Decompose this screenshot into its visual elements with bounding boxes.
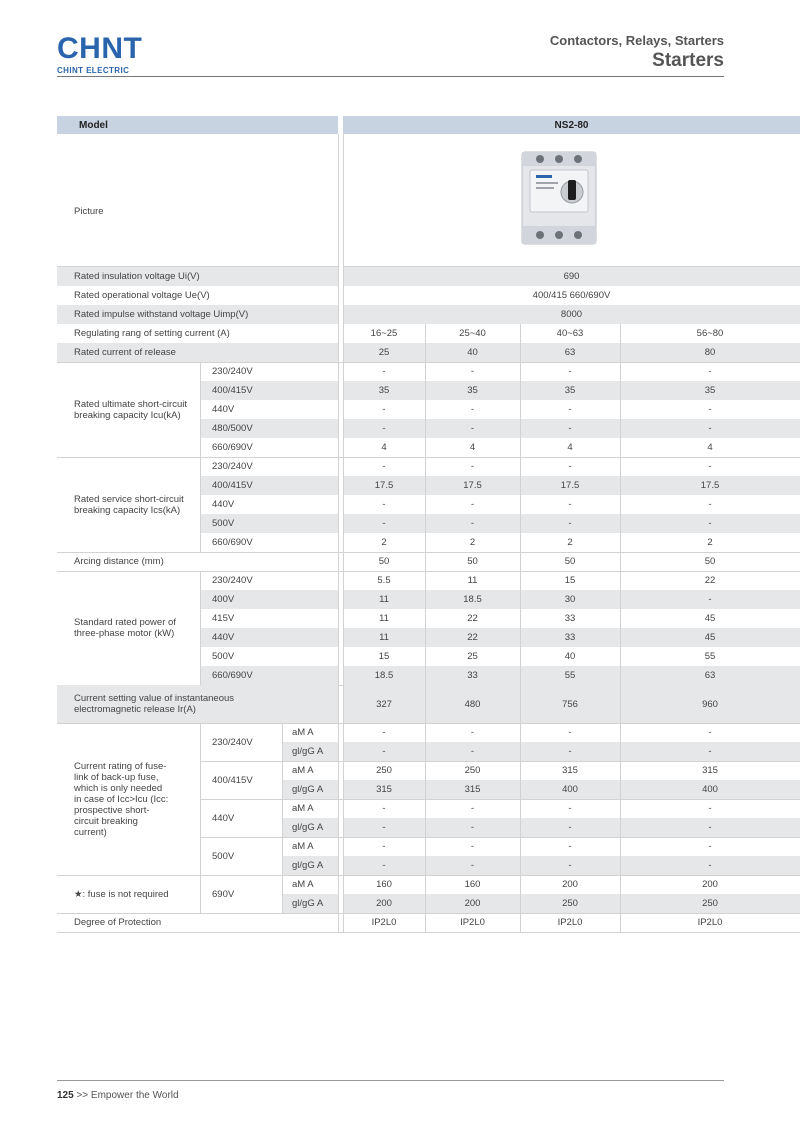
column-divider	[520, 837, 521, 856]
column-divider	[620, 438, 621, 457]
column-divider	[425, 742, 426, 761]
column-divider	[425, 913, 426, 932]
column-divider	[620, 552, 621, 571]
column-divider	[425, 799, 426, 818]
value-cell: 4	[469, 442, 476, 453]
column-divider	[520, 438, 521, 457]
value-cell: 35	[704, 385, 716, 396]
value-cell: 35	[378, 385, 390, 396]
value-cell: 15	[564, 575, 576, 586]
fuse-type-label: gl/gG A	[292, 746, 324, 757]
column-divider	[425, 609, 426, 628]
value-cell: -	[382, 366, 386, 377]
fuse-type-label: aM A	[292, 727, 314, 738]
value-cell: -	[708, 499, 712, 510]
value-cell: 33	[467, 670, 478, 681]
value-cell: 35	[564, 385, 576, 396]
column-divider	[425, 476, 426, 495]
value-cell: 250	[464, 765, 481, 776]
value-cell: 25~40	[459, 328, 486, 339]
fuse-type-label: aM A	[292, 841, 314, 852]
value-cell: 45	[704, 632, 716, 643]
fuse-voltage-label: 400/415V	[212, 774, 253, 786]
fuse-voltage-label: 500V	[212, 850, 235, 862]
value-cell: 2	[469, 537, 476, 548]
model-value: NS2-80	[343, 116, 800, 134]
value-cell: -	[568, 404, 572, 415]
value-cell: -	[382, 727, 386, 738]
fuse-type-label: aM A	[292, 803, 314, 814]
fuse-voltage-label: 440V	[212, 812, 235, 824]
voltage-label: 400/415V	[212, 385, 253, 396]
column-divider	[620, 685, 621, 723]
value-cell: -	[382, 499, 386, 510]
column-divider	[520, 495, 521, 514]
value-cell: -	[708, 461, 712, 472]
column-divider	[520, 647, 521, 666]
column-divider	[620, 818, 621, 837]
voltage-label: 400V	[212, 594, 235, 605]
value-cell: 50	[564, 556, 576, 567]
value-cell: -	[708, 822, 712, 833]
value-cell: 327	[376, 698, 392, 710]
fuse-voltage-label: 230/240V	[212, 736, 253, 748]
column-divider	[425, 685, 426, 723]
column-divider	[520, 514, 521, 533]
column-divider	[425, 818, 426, 837]
value-cell: 17.5	[700, 480, 720, 491]
ns2-80-product-image	[516, 148, 602, 248]
value-cell: 2	[707, 537, 713, 548]
value-cell: 16~25	[370, 328, 398, 339]
column-divider	[620, 324, 621, 343]
column-divider	[620, 514, 621, 533]
value-cell: 80	[704, 347, 716, 358]
footer-tagline: >> Empower the World	[76, 1090, 179, 1101]
column-divider	[620, 343, 621, 362]
column-divider	[620, 362, 621, 381]
value-cell: 250	[562, 898, 578, 909]
value-cell: -	[708, 594, 712, 605]
voltage-label: 500V	[212, 518, 235, 529]
column-divider	[339, 116, 340, 134]
value-cell: -	[382, 423, 386, 434]
column-divider	[620, 856, 621, 875]
insulation-row-label: Rated insulation voltage Ui(V)	[74, 271, 200, 282]
page-number: 125	[57, 1090, 74, 1101]
column-divider	[282, 761, 283, 799]
value-cell: 960	[702, 698, 718, 710]
column-divider	[425, 761, 426, 780]
value-cell: 11	[467, 575, 478, 586]
value-cell: -	[470, 366, 475, 377]
value-cell: 200	[464, 898, 481, 909]
voltage-label: 440V	[212, 499, 235, 510]
ics-label: Rated service short-circuit breaking capacity Ics(kA)	[74, 493, 184, 516]
column-divider	[425, 362, 426, 381]
logo-subtitle: CHINT ELECTRIC	[57, 66, 130, 75]
column-divider	[520, 419, 521, 438]
column-divider	[620, 476, 621, 495]
value-cell: 50	[704, 556, 716, 567]
column-divider	[425, 400, 426, 419]
fuse-type-label: gl/gG A	[292, 784, 324, 795]
value-cell: 45	[704, 613, 716, 624]
column-divider	[520, 818, 521, 837]
value-cell: 200	[376, 898, 392, 909]
value-cell: -	[382, 518, 386, 529]
value-cell: IP2L0	[460, 917, 485, 928]
value-cell: 756	[562, 698, 578, 710]
value-cell: -	[708, 803, 712, 814]
value-cell: -	[568, 841, 572, 852]
fuse-voltage-label: 690V	[212, 888, 235, 900]
picture-label: Picture	[74, 205, 104, 217]
value-cell: -	[470, 803, 475, 814]
value-cell: -	[470, 461, 475, 472]
value-cell: -	[708, 366, 712, 377]
value-cell: 22	[467, 613, 478, 624]
fuse-label: Current rating of fuse-link of back-up fuse, which is only needed in case of Icc>Icu (Icc: prospective short-circuit breaking current)	[74, 760, 169, 838]
column-divider	[520, 571, 521, 590]
column-divider	[425, 343, 426, 362]
value-cell: -	[708, 727, 712, 738]
value-cell: 4	[707, 442, 713, 453]
value-cell: -	[708, 404, 712, 415]
regulating-label: Regulating rang of setting current (A)	[74, 328, 230, 339]
column-divider	[200, 362, 201, 457]
value-cell: 11	[379, 613, 389, 624]
power-label: Standard rated power of three-phase motor (kW)	[74, 617, 176, 639]
value-cell: -	[382, 461, 386, 472]
value-cell: 4	[567, 442, 573, 453]
column-divider	[520, 856, 521, 875]
value-cell: -	[470, 518, 475, 529]
fuse-type-label: gl/gG A	[292, 860, 324, 871]
fuse-type-label: aM A	[292, 879, 314, 890]
value-cell: -	[470, 727, 475, 738]
column-divider	[425, 438, 426, 457]
value-cell: 18.5	[374, 670, 394, 681]
column-divider	[200, 457, 201, 552]
instant-label: Current setting value of instantaneous electromagnetic release Ir(A)	[74, 693, 235, 715]
fuse-type-label: gl/gG A	[292, 898, 324, 909]
column-divider	[620, 780, 621, 799]
column-divider	[425, 514, 426, 533]
column-divider	[620, 457, 621, 476]
value-cell: 200	[702, 879, 718, 890]
value-cell: 50	[467, 556, 478, 567]
column-divider	[620, 571, 621, 590]
column-divider	[282, 723, 283, 761]
column-divider	[620, 381, 621, 400]
column-divider	[620, 666, 621, 685]
column-divider	[520, 875, 521, 894]
page-title: Starters	[652, 50, 724, 71]
column-divider	[425, 780, 426, 799]
value-cell: 17.5	[463, 480, 482, 491]
value-cell: -	[708, 518, 712, 529]
value-cell: 315	[376, 784, 392, 795]
value-cell: IP2L0	[557, 917, 583, 928]
voltage-label: 480/500V	[212, 423, 253, 434]
value-cell: 11	[379, 632, 389, 643]
value-cell: 17.5	[374, 480, 394, 491]
column-divider	[425, 837, 426, 856]
value-cell: 400/415 660/690V	[532, 290, 611, 301]
column-divider	[520, 533, 521, 552]
voltage-label: 230/240V	[212, 575, 253, 586]
value-cell: -	[382, 841, 386, 852]
column-divider	[520, 913, 521, 932]
value-cell: 55	[704, 651, 716, 662]
value-cell: 35	[467, 385, 478, 396]
column-divider	[425, 571, 426, 590]
column-divider	[620, 761, 621, 780]
value-cell: -	[568, 366, 572, 377]
value-cell: -	[470, 404, 475, 415]
voltage-label: 660/690V	[212, 670, 253, 681]
value-cell: -	[708, 841, 712, 852]
column-divider	[620, 837, 621, 856]
value-cell: 18.5	[463, 594, 482, 605]
column-divider	[620, 723, 621, 742]
value-cell: 2	[567, 537, 573, 548]
fuse-note: ★: fuse is not required	[74, 888, 169, 900]
column-divider	[620, 400, 621, 419]
value-cell: -	[470, 499, 475, 510]
column-divider	[425, 381, 426, 400]
column-divider	[425, 666, 426, 685]
value-cell: IP2L0	[697, 917, 723, 928]
value-cell: -	[382, 746, 386, 757]
column-divider	[520, 609, 521, 628]
column-divider	[620, 495, 621, 514]
value-cell: 40	[467, 347, 478, 358]
value-cell: 25	[378, 347, 390, 358]
column-divider	[520, 343, 521, 362]
value-cell: -	[470, 822, 475, 833]
value-cell: -	[470, 746, 475, 757]
column-divider	[520, 761, 521, 780]
value-cell: 33	[564, 632, 576, 643]
column-divider	[200, 723, 201, 913]
column-divider	[620, 913, 621, 932]
value-cell: 400	[562, 784, 578, 795]
release-label: Rated current of release	[74, 347, 176, 358]
row-divider	[57, 932, 800, 933]
column-divider	[425, 533, 426, 552]
value-cell: -	[568, 423, 572, 434]
value-cell: 250	[376, 765, 392, 776]
value-cell: 63	[564, 347, 576, 358]
column-divider	[620, 609, 621, 628]
voltage-label: 440V	[212, 404, 235, 415]
column-divider	[338, 134, 339, 932]
column-divider	[425, 647, 426, 666]
header-category: Contactors, Relays, Starters	[549, 33, 724, 48]
value-cell: -	[708, 860, 712, 871]
value-cell: -	[470, 860, 475, 871]
value-cell: 55	[564, 670, 576, 681]
value-cell: 40	[564, 651, 576, 662]
value-cell: -	[568, 727, 572, 738]
fuse-type-label: gl/gG A	[292, 822, 324, 833]
value-cell: 40~63	[556, 328, 584, 339]
column-divider	[425, 457, 426, 476]
value-cell: 63	[704, 670, 716, 681]
column-divider	[425, 894, 426, 913]
column-divider	[282, 837, 283, 875]
value-cell: 400	[702, 784, 718, 795]
column-divider	[425, 590, 426, 609]
column-divider	[520, 723, 521, 742]
column-divider	[425, 628, 426, 647]
value-cell: 30	[564, 594, 576, 605]
column-divider	[620, 647, 621, 666]
voltage-label: 660/690V	[212, 537, 253, 548]
value-cell: -	[708, 746, 712, 757]
column-divider	[282, 875, 283, 913]
column-divider	[425, 324, 426, 343]
column-divider	[425, 552, 426, 571]
header-rule	[57, 76, 724, 77]
value-cell: -	[568, 803, 572, 814]
footer-rule	[57, 1080, 724, 1081]
value-cell: 17.5	[560, 480, 580, 491]
column-divider	[520, 381, 521, 400]
logo-mark: CHNT	[57, 32, 143, 65]
fuse-type-label: aM A	[292, 765, 314, 776]
column-divider	[520, 362, 521, 381]
column-divider	[620, 628, 621, 647]
column-divider	[200, 571, 201, 685]
value-cell: -	[382, 803, 386, 814]
operational-row-label: Rated operational voltage Ue(V)	[74, 290, 210, 301]
column-divider	[425, 875, 426, 894]
value-cell: -	[382, 860, 386, 871]
voltage-label: 415V	[212, 613, 235, 624]
voltage-label: 230/240V	[212, 461, 253, 472]
value-cell: 315	[702, 765, 718, 776]
value-cell: -	[708, 423, 712, 434]
column-divider	[520, 799, 521, 818]
value-cell: 200	[562, 879, 578, 890]
voltage-label: 500V	[212, 651, 235, 662]
icu-label: Rated ultimate short-circuit breaking capacity Icu(kA)	[74, 398, 187, 421]
model-header: Model	[57, 116, 338, 134]
value-cell: 50	[378, 556, 390, 567]
value-cell: 22	[467, 632, 478, 643]
value-cell: -	[568, 860, 572, 871]
value-cell: 8000	[560, 309, 583, 320]
column-divider	[520, 590, 521, 609]
column-divider	[620, 590, 621, 609]
column-divider	[425, 495, 426, 514]
column-divider	[620, 419, 621, 438]
value-cell: 5.5	[377, 575, 391, 586]
value-cell: 4	[381, 442, 387, 453]
column-divider	[520, 400, 521, 419]
column-divider	[425, 856, 426, 875]
value-cell: -	[470, 423, 475, 434]
chint-logo	[57, 34, 142, 75]
value-cell: 315	[464, 784, 481, 795]
column-divider	[520, 476, 521, 495]
value-cell: -	[470, 841, 475, 852]
value-cell: -	[382, 822, 386, 833]
value-cell: 480	[464, 698, 481, 710]
protection-label: Degree of Protection	[74, 917, 162, 928]
column-divider	[520, 742, 521, 761]
column-divider	[520, 780, 521, 799]
value-cell: 160	[376, 879, 392, 890]
column-divider	[520, 666, 521, 685]
column-divider	[282, 799, 283, 837]
column-divider	[520, 628, 521, 647]
value-cell: 33	[564, 613, 576, 624]
column-divider	[620, 742, 621, 761]
value-cell: -	[568, 499, 572, 510]
value-cell: 25	[467, 651, 478, 662]
value-cell: -	[568, 746, 572, 757]
value-cell: 315	[562, 765, 578, 776]
voltage-label: 440V	[212, 632, 235, 643]
column-divider	[620, 894, 621, 913]
voltage-label: 230/240V	[212, 366, 253, 377]
value-cell: 11	[379, 594, 389, 605]
arcing-label: Arcing distance (mm)	[74, 556, 164, 567]
value-cell: 15	[378, 651, 390, 662]
voltage-label: 400/415V	[212, 480, 253, 491]
value-cell: 250	[702, 898, 718, 909]
value-cell: -	[568, 461, 572, 472]
column-divider	[620, 799, 621, 818]
value-cell: -	[568, 822, 572, 833]
value-cell: -	[382, 404, 386, 415]
column-divider	[520, 685, 521, 723]
column-divider	[620, 875, 621, 894]
column-divider	[520, 894, 521, 913]
value-cell: 160	[464, 879, 481, 890]
column-divider	[520, 552, 521, 571]
voltage-label: 660/690V	[212, 442, 253, 453]
column-divider	[520, 324, 521, 343]
value-cell: IP2L0	[371, 917, 397, 928]
value-cell: -	[568, 518, 572, 529]
value-cell: 56~80	[696, 328, 724, 339]
value-cell: 2	[381, 537, 387, 548]
value-cell: 690	[563, 271, 580, 282]
value-cell: 22	[704, 575, 716, 586]
column-divider	[343, 134, 344, 932]
column-divider	[425, 723, 426, 742]
column-divider	[620, 533, 621, 552]
column-divider	[520, 457, 521, 476]
footer	[57, 1090, 179, 1101]
impulse-row-label: Rated impulse withstand voltage Uimp(V)	[74, 309, 249, 320]
column-divider	[425, 419, 426, 438]
